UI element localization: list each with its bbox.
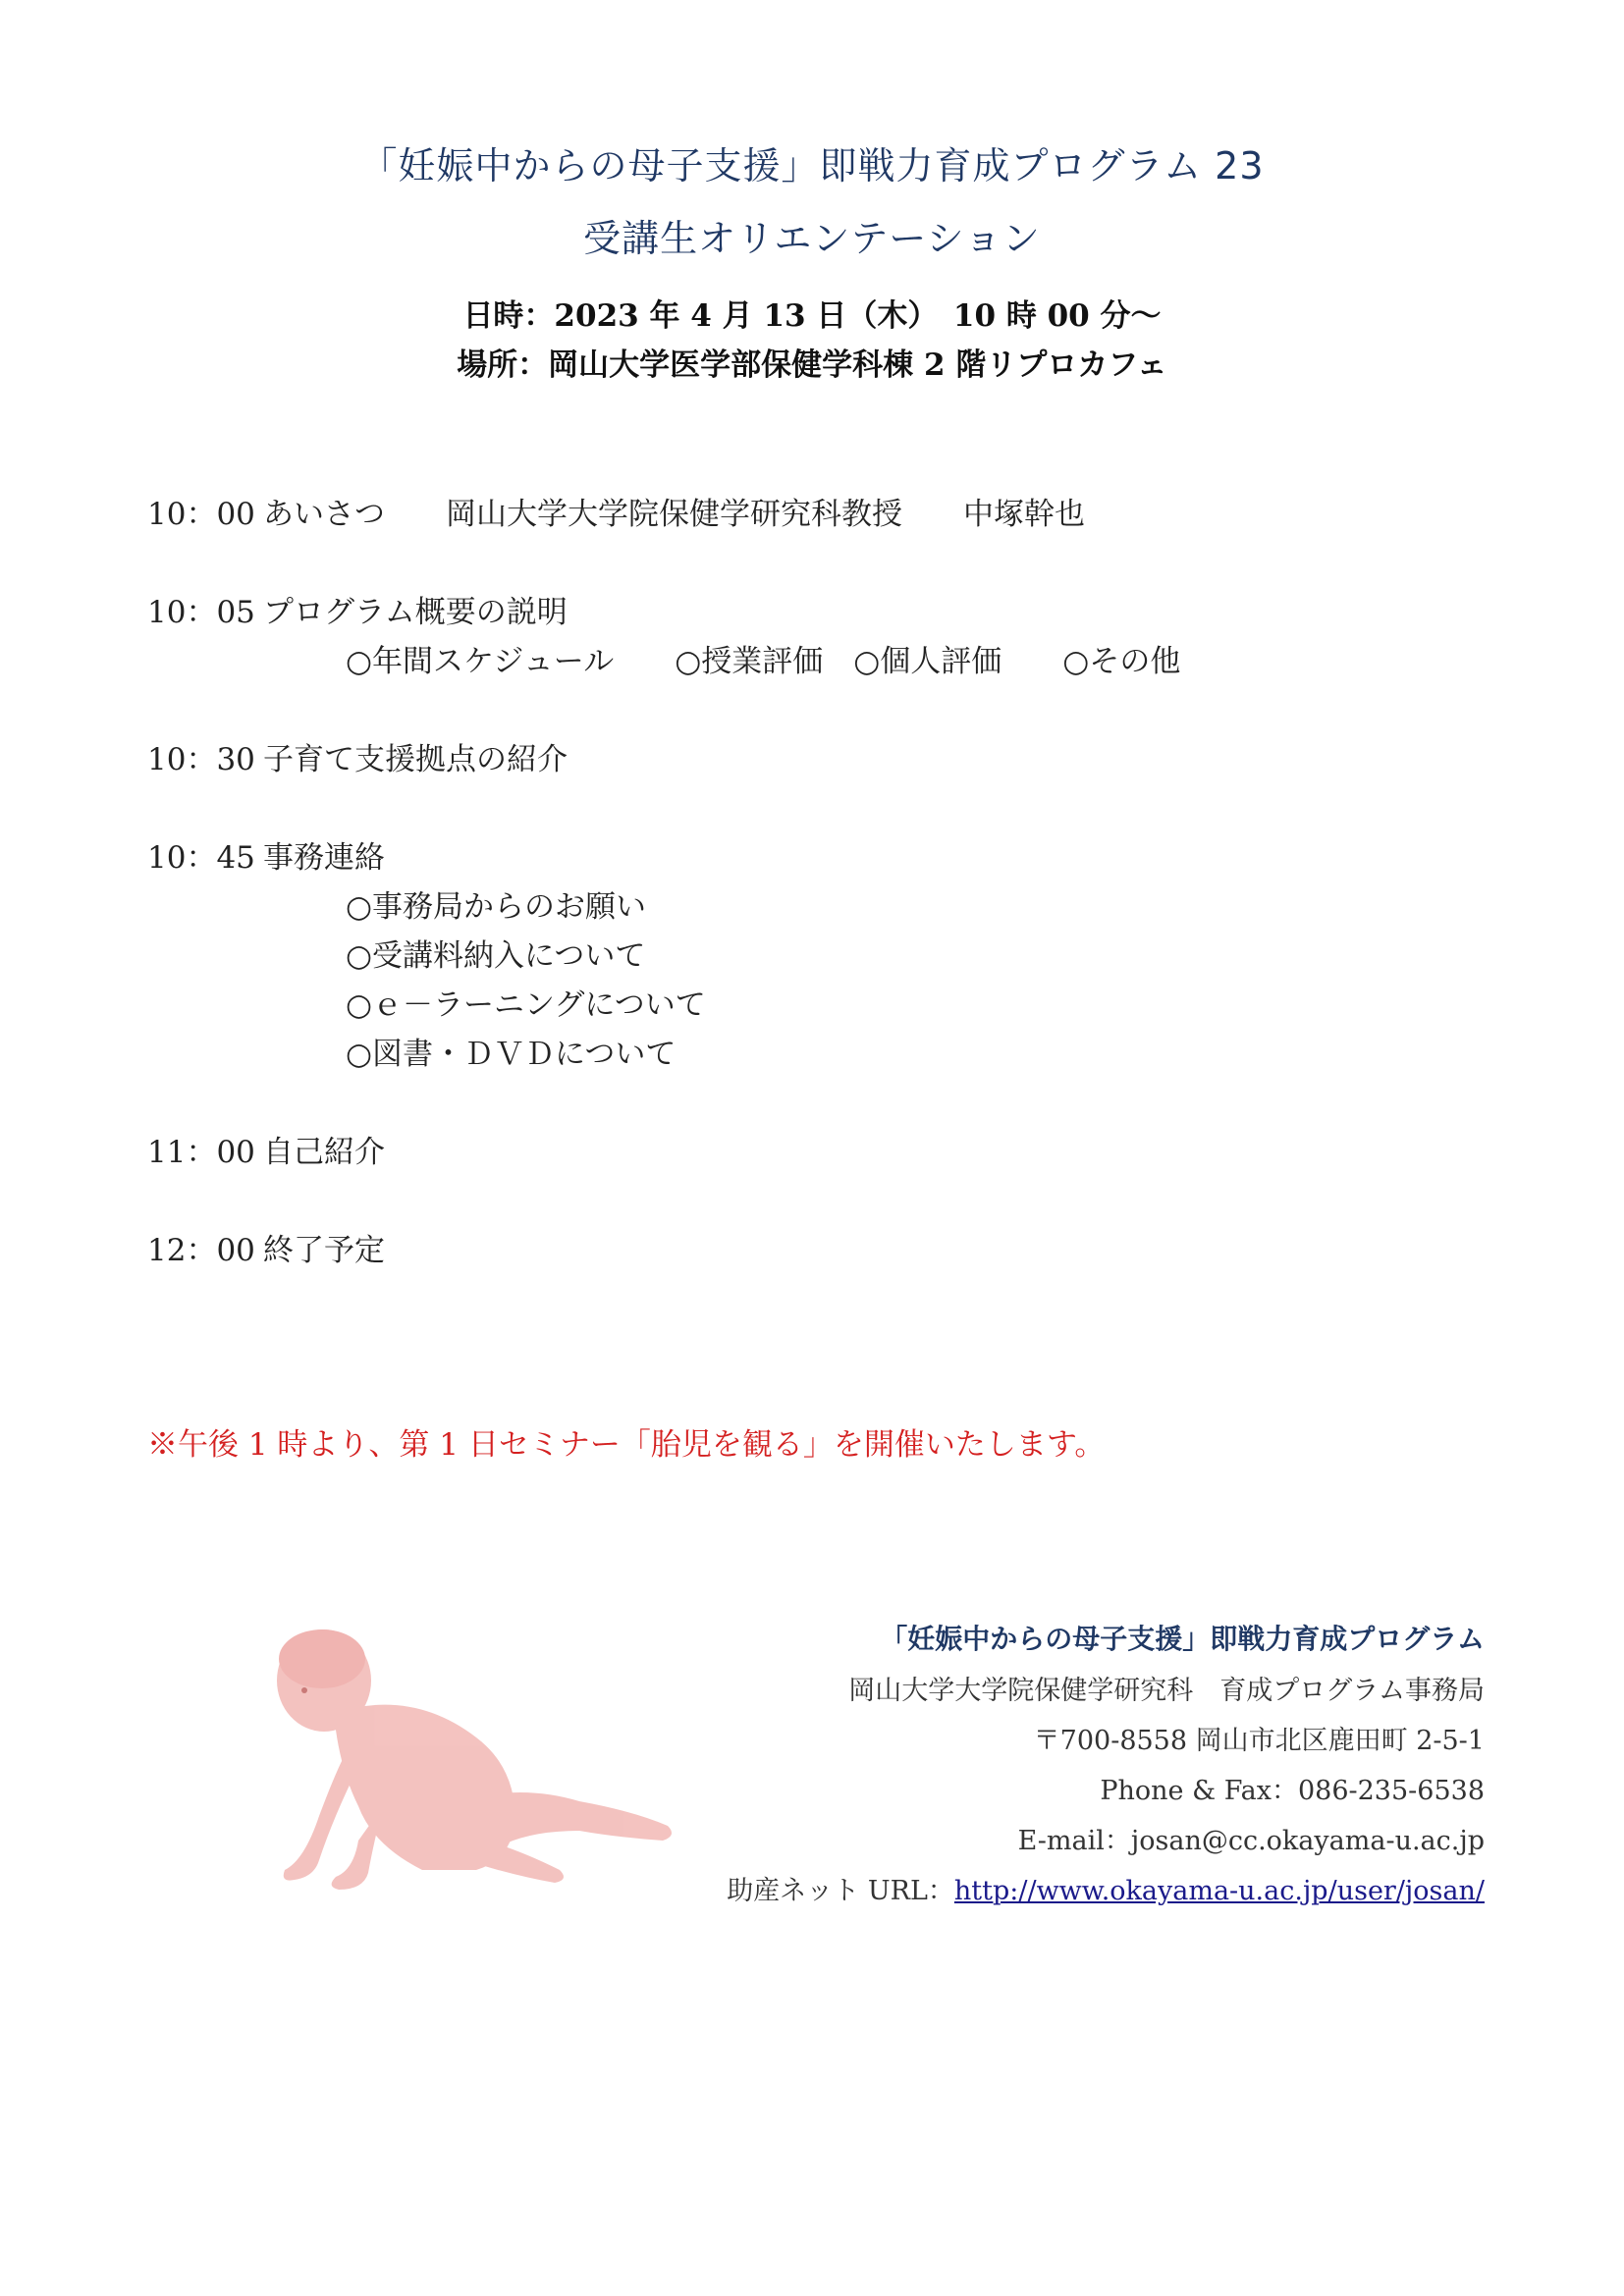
schedule-text: 事務連絡 — [263, 840, 385, 876]
afternoon-seminar-notice: ※午後 1 時より、第 1 日セミナー「胎児を観る」を開催いたします。 — [147, 1427, 1106, 1463]
footer-url-link[interactable]: http://www.okayama-u.ac.jp/user/josan/ — [953, 1876, 1485, 1906]
admin-item: ○事務局からのお願い — [346, 889, 647, 925]
schedule-item — [147, 1127, 385, 1171]
schedule-text: 子育て支援拠点の紹介 — [263, 742, 568, 777]
schedule-time: 10：00 — [147, 497, 255, 532]
event-venue: 場所：岡山大学医学部保健学科棟 2 階リプロカフェ — [457, 347, 1167, 383]
schedule-time: 10：05 — [147, 595, 255, 630]
footer-url-label: 助産ネット URL： — [727, 1876, 954, 1906]
schedule-time: 10：45 — [147, 840, 255, 876]
crawling-baby-illustration — [265, 1620, 677, 1914]
schedule-item — [147, 832, 385, 877]
schedule-text: あいさつ 岡山大学大学院保健学研究科教授 中塚幹也 — [263, 497, 1085, 532]
admin-item: ○受講料納入について — [346, 938, 646, 974]
schedule-time: 11：00 — [147, 1135, 255, 1170]
schedule-text: 自己紹介 — [263, 1135, 385, 1170]
admin-item: ○図書・ＤＶＤについて — [346, 1037, 677, 1072]
footer-email: E-mail：josan@cc.okayama-u.ac.jp — [1017, 1826, 1485, 1856]
schedule-text: プログラム概要の説明 — [263, 595, 568, 630]
schedule-text: 終了予定 — [263, 1233, 385, 1268]
footer-org-name: 「妊娠中からの母子支援」即戦力育成プログラム — [880, 1623, 1485, 1655]
footer-office: 岡山大学大学院保健学研究科 育成プログラム事務局 — [848, 1676, 1485, 1706]
schedule-time: 12：00 — [147, 1233, 255, 1268]
schedule-time: 10：30 — [147, 742, 255, 777]
schedule-item — [147, 734, 568, 778]
event-date: 日時：2023 年 4 月 13 日（木） 10 時 00 分～ — [462, 298, 1162, 334]
document-title: 「妊娠中からの母子支援」即戦力育成プログラム 23 — [359, 144, 1265, 187]
schedule-item — [147, 489, 1085, 533]
schedule-item — [147, 1225, 385, 1269]
overview-items: ○年間スケジュール ○授業評価 ○個人評価 ○その他 — [346, 644, 1181, 679]
footer-phone: Phone & Fax：086-235-6538 — [1100, 1776, 1485, 1806]
document-subtitle: 受講生オリエンテーション — [583, 217, 1041, 260]
footer-address: 〒700-8558 岡山市北区鹿田町 2-5-1 — [1033, 1726, 1485, 1756]
admin-item: ○ｅ－ラーニングについて — [346, 988, 706, 1023]
schedule-item — [147, 587, 568, 631]
footer-url-line — [727, 1869, 1485, 1907]
